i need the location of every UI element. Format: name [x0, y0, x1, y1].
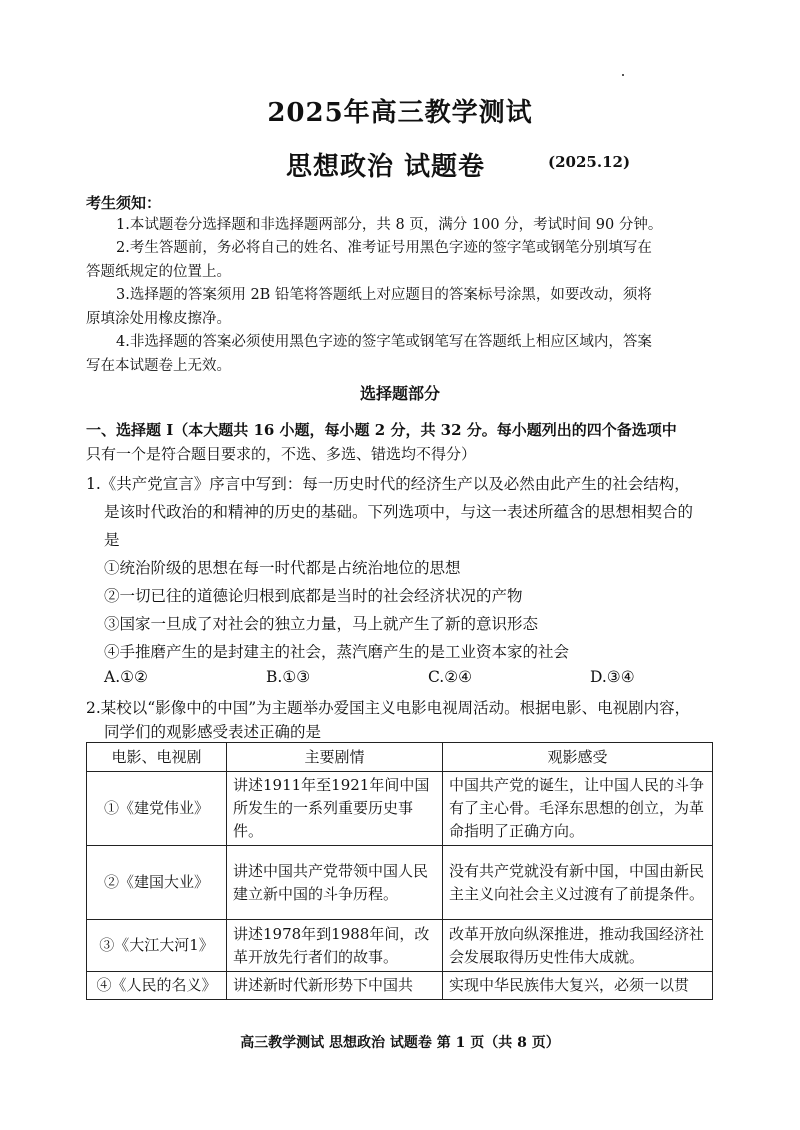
q2-stem-line-1: 2.某校以“影像中的中国”为主题举办爱国主义电影电视周活动。根据电影、电视剧内容， [86, 699, 691, 717]
exam-title: 2025年高三教学测试 [267, 98, 533, 128]
q1-stem-line-2: 是该时代政治的和精神的历史的基础。下列选项中，与这一表述所蕴含的思想相契合的 [104, 503, 694, 521]
q1-stem-line-3: 是 [104, 531, 120, 549]
notice-item-2: 2.考生答题前，务必将自己的姓名、准考证号用黑色字迹的签字笔或钢笔分别填写在 [116, 240, 652, 256]
table-cell-plot: 讲述中国共产党带领中国人民建立新中国的斗争历程。 [227, 846, 443, 920]
q1-option-d: D.③④ [590, 668, 635, 686]
table-cell-plot: 讲述1978年到1988年间，改革开放先行者们的故事。 [227, 920, 443, 972]
exam-date: (2025.12) [548, 153, 631, 171]
table-cell-feeling: 没有共产党就没有新中国，中国由新民主主义向社会主义过渡有了前提条件。 [443, 846, 713, 920]
table-header: 观影感受 [443, 743, 713, 772]
notice-item-1: 1.本试题卷分选择题和非选择题两部分，共 8 页，满分 100 分，考试时间 90 分钟。 [116, 217, 663, 233]
table-header: 电影、电视剧 [87, 743, 227, 772]
table-header-row [87, 743, 713, 772]
table-row [87, 972, 713, 1000]
table-cell-feeling: 改革开放向纵深推进，推动我国经济社会发展取得历史性伟大成就。 [443, 920, 713, 972]
notice-item-3-cont: 原填涂处用橡皮擦净。 [86, 311, 231, 327]
table-cell-plot: 讲述新时代新形势下中国共 [227, 972, 443, 1000]
table-cell-feeling: 中国共产党的诞生，让中国人民的斗争有了主心骨。毛泽东思想的创立，为革命指明了正确方向。 [443, 772, 713, 846]
q1-statement-3: ③国家一旦成了对社会的独立力量，马上就产生了新的意识形态 [104, 615, 539, 633]
table-row [87, 920, 713, 972]
q1-stem-line-1: 1.《共产党宣言》序言中写到：每一历史时代的经济生产以及必然由此产生的社会结构， [86, 475, 690, 493]
notice-item-4-cont: 写在本试题卷上无效。 [86, 358, 231, 374]
q1-option-c: C.②④ [428, 668, 473, 686]
q1-option-a: A.①② [104, 668, 148, 686]
q1-statement-4: ④手推磨产生的是封建主的社会，蒸汽磨产生的是工业资本家的社会 [104, 643, 570, 661]
notice-item-3: 3.选择题的答案须用 2B 铅笔将答题纸上对应题目的答案标号涂黑，如要改动，须将 [116, 287, 652, 303]
q1-option-b: B.①③ [266, 668, 311, 686]
scan-dot [622, 74, 624, 76]
table-row [87, 772, 713, 846]
part1-heading: 一、选择题 Ⅰ（本大题共 16 小题，每小题 2 分，共 32 分。每小题列出的四个备选项中 [86, 421, 677, 439]
table-cell-film: ②《建国大业》 [87, 846, 227, 920]
q2-stem-line-2: 同学们的观影感受表述正确的是 [104, 723, 322, 741]
section-title: 选择题部分 [359, 384, 440, 403]
notice-item-2-cont: 答题纸规定的位置上。 [86, 264, 231, 280]
page-footer: 高三教学测试 思想政治 试题卷 第 1 页（共 8 页） [240, 1035, 560, 1051]
table-cell-plot: 讲述1911年至1921年间中国所发生的一系列重要历史事件。 [227, 772, 443, 846]
table-cell-feeling: 实现中华民族伟大复兴，必须一以贯 [443, 972, 713, 1000]
table-cell-film: ④《人民的名义》 [87, 972, 227, 1000]
table-header: 主要剧情 [227, 743, 443, 772]
subject-title: 思想政治 试题卷 [286, 152, 486, 182]
part1-instructions: 只有一个是符合题目要求的，不选、多选、错选均不得分） [86, 445, 477, 463]
q2-table [86, 742, 713, 1000]
notice-heading: 考生须知： [86, 194, 162, 212]
q1-statement-1: ①统治阶级的思想在每一时代都是占统治地位的思想 [104, 559, 461, 577]
table-cell-film: ①《建党伟业》 [87, 772, 227, 846]
table-row [87, 846, 713, 920]
q1-statement-2: ②一切已往的道德论归根到底都是当时的社会经济状况的产物 [104, 587, 523, 605]
table-cell-film: ③《大江大河1》 [87, 920, 227, 972]
notice-item-4: 4.非选择题的答案必须使用黑色字迹的签字笔或钢笔写在答题纸上相应区域内，答案 [116, 334, 652, 350]
